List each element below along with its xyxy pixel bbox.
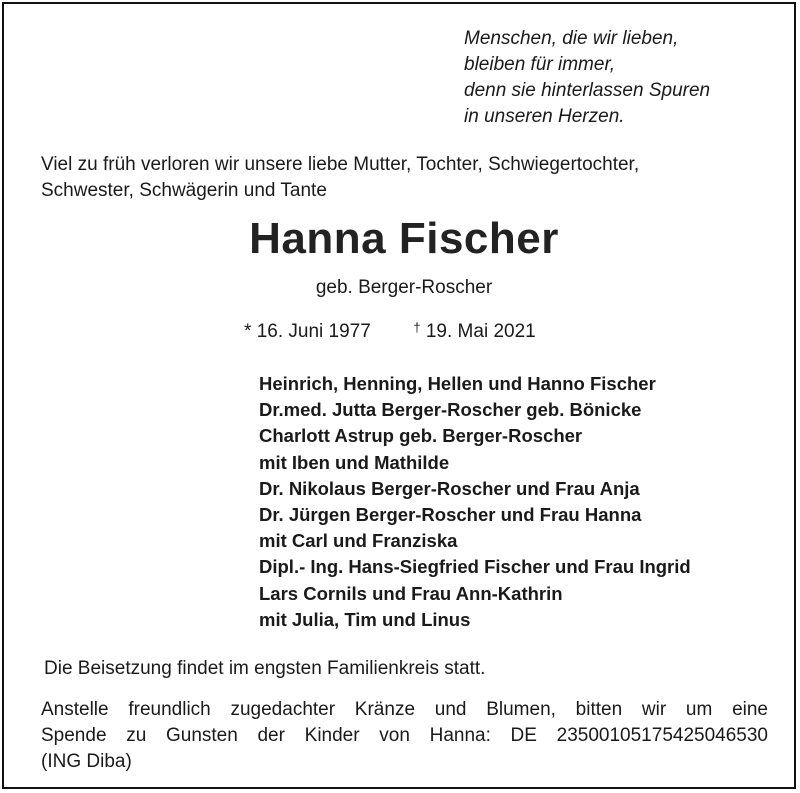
intro-line: Schwester, Schwägerin und Tante (41, 180, 327, 201)
mourner-line: Dr. Jürgen Berger-Roscher und Frau Hanna (259, 503, 642, 525)
mourner-line: mit Julia, Tim und Linus (259, 608, 471, 630)
poem-line: Menschen, die wir lieben, (464, 28, 679, 49)
donation-line: (ING Diba) (41, 751, 132, 772)
poem-line: in unseren Herzen. (464, 106, 625, 127)
poem-line: bleiben für immer, (464, 54, 616, 75)
burial-notice: Die Beisetzung findet im engsten Familienkreis statt. (44, 658, 486, 679)
donation-notice (41, 697, 768, 775)
donation-line: Anstelle freundlich zugedachter Kränze und Blumen, bitten wir um eine (41, 699, 768, 720)
mourner-line: Dr. Nikolaus Berger-Roscher und Frau Anja (259, 477, 640, 499)
intro-text (41, 152, 639, 204)
birth-name: geb. Berger-Roscher (315, 277, 493, 298)
mourner-line: mit Carl und Franziska (259, 530, 458, 552)
intro-line: Viel zu früh verloren wir unsere liebe Mutter, Tochter, Schwiegertochter, (41, 154, 640, 175)
birth-date: 16. Juni 1977 (256, 321, 371, 342)
mourners-list (259, 371, 691, 633)
deceased-name: Hanna Fischer (249, 214, 559, 263)
memorial-poem (464, 26, 710, 130)
died-symbol: † (413, 320, 421, 335)
life-dates (244, 315, 536, 345)
obituary-frame (2, 2, 796, 789)
mourner-line: Dr.med. Jutta Berger-Roscher geb. Bönicke (259, 399, 642, 421)
donation-line: Spende zu Gunsten der Kinder von Hanna: DE 23500105175425046530 (41, 725, 768, 746)
born-symbol: * (244, 321, 252, 342)
mourner-line: Dipl.- Ing. Hans-Siegfried Fischer und Frau Ingrid (259, 556, 691, 578)
mourner-line: Charlott Astrup geb. Berger-Roscher (259, 425, 583, 447)
poem-line: denn sie hinterlassen Spuren (464, 80, 711, 101)
mourner-line: Lars Cornils und Frau Ann-Kathrin (259, 582, 563, 604)
mourner-line: Heinrich, Henning, Hellen und Hanno Fischer (259, 373, 656, 394)
death-date: 19. Mai 2021 (425, 321, 536, 342)
mourner-line: mit Iben und Mathilde (259, 451, 450, 473)
